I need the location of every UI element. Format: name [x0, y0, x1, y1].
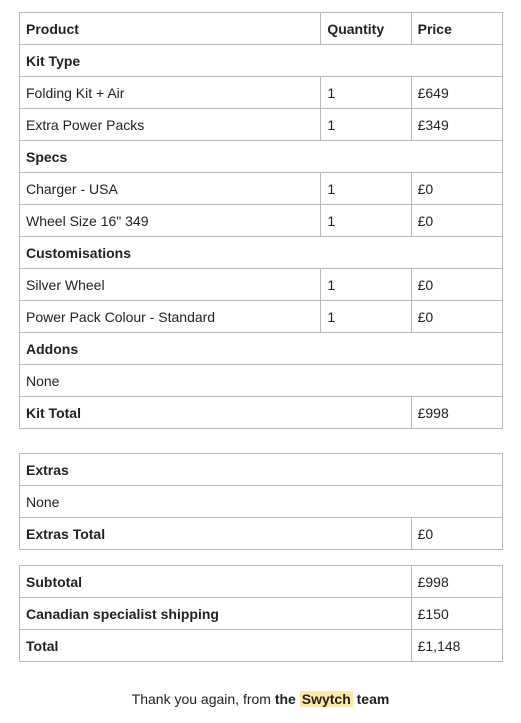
total-row	[20, 630, 503, 662]
extras-value: None	[20, 486, 503, 518]
shipping-value: £150	[411, 598, 502, 630]
product-cell: Wheel Size 16" 349	[20, 205, 321, 237]
extras-section-title: Extras	[20, 454, 503, 486]
quantity-column-header: Quantity	[321, 13, 411, 45]
brand-name: Swytch	[301, 691, 351, 707]
kit-total-label: Kit Total	[20, 397, 412, 429]
product-column-header: Product	[20, 13, 321, 45]
table-row	[20, 205, 503, 237]
thank-you-prefix: Thank you again, from	[131, 691, 275, 707]
section-header-row	[20, 454, 503, 486]
total-value: £1,148	[411, 630, 502, 662]
thank-you-team: team	[356, 691, 390, 707]
subtotal-label: Subtotal	[20, 566, 412, 598]
customisations-section-title: Customisations	[20, 237, 503, 269]
quantity-cell: 1	[321, 77, 411, 109]
extras-table	[19, 453, 503, 550]
extras-total-row	[20, 518, 503, 550]
addons-value: None	[20, 365, 503, 397]
quantity-cell: 1	[321, 301, 411, 333]
price-cell: £0	[411, 173, 502, 205]
quantity-cell: 1	[321, 205, 411, 237]
specs-section-title: Specs	[20, 141, 503, 173]
table-row	[20, 486, 503, 518]
extras-total-value: £0	[411, 518, 502, 550]
price-cell: £0	[411, 205, 502, 237]
price-cell: £0	[411, 269, 502, 301]
price-cell: £349	[411, 109, 502, 141]
addons-section-title: Addons	[20, 333, 503, 365]
product-cell: Power Pack Colour - Standard	[20, 301, 321, 333]
section-header-row	[20, 45, 503, 77]
subtotal-row	[20, 566, 503, 598]
summary-table	[19, 565, 503, 662]
extras-total-label: Extras Total	[20, 518, 412, 550]
quantity-cell: 1	[321, 173, 411, 205]
table-row	[20, 173, 503, 205]
section-header-row	[20, 141, 503, 173]
price-cell: £0	[411, 301, 502, 333]
kit-total-value: £998	[411, 397, 502, 429]
table-row	[20, 301, 503, 333]
product-cell: Extra Power Packs	[20, 109, 321, 141]
section-header-row	[20, 237, 503, 269]
price-cell: £649	[411, 77, 502, 109]
quantity-cell: 1	[321, 109, 411, 141]
table-header-row	[20, 13, 503, 45]
order-items-table	[19, 12, 503, 429]
shipping-label: Canadian specialist shipping	[20, 598, 412, 630]
product-cell: Folding Kit + Air	[20, 77, 321, 109]
total-label: Total	[20, 630, 412, 662]
product-cell: Silver Wheel	[20, 269, 321, 301]
section-header-row	[20, 333, 503, 365]
quantity-cell: 1	[321, 269, 411, 301]
thank-you-message	[0, 691, 521, 707]
kit-total-row	[20, 397, 503, 429]
table-row	[20, 269, 503, 301]
subtotal-value: £998	[411, 566, 502, 598]
thank-you-the: the	[274, 691, 296, 707]
table-row	[20, 109, 503, 141]
shipping-row	[20, 598, 503, 630]
table-row	[20, 365, 503, 397]
product-cell: Charger - USA	[20, 173, 321, 205]
kit-type-section-title: Kit Type	[20, 45, 503, 77]
table-row	[20, 77, 503, 109]
price-column-header: Price	[411, 13, 502, 45]
